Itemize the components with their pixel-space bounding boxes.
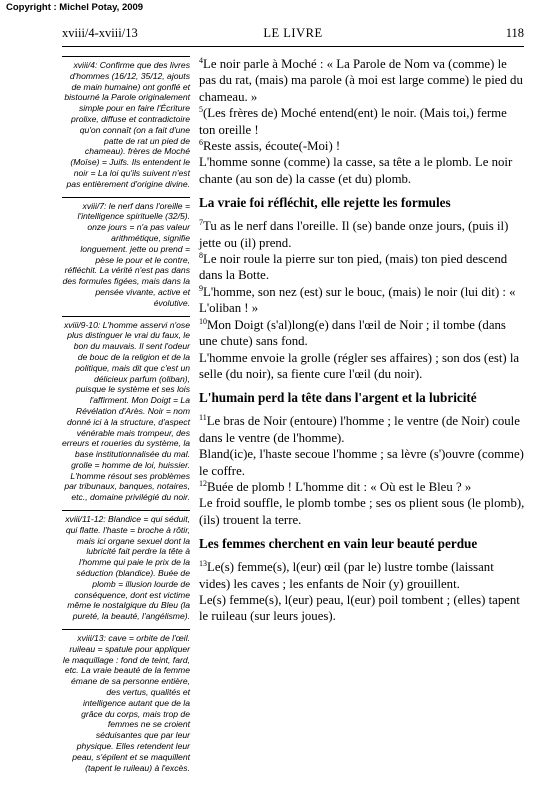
side-note — [62, 197, 190, 309]
verse-text: L'homme sonne (comme) la casse, sa tête a le plomb. Le noir chante (au son de) la casse (et du) plomb. — [199, 155, 513, 186]
verse — [199, 105, 525, 138]
verse-number: 5 — [199, 105, 203, 115]
header-book-title: LE LIVRE — [263, 26, 323, 40]
side-note-text: xviii/11-12: Blandice = qui séduit, qui flatte. l'haste = broche à rôtir, mais ici organe sexuel dont la lubricité fait perdre la tête à l'homme qui paie le prix de la séduction (blandice). Buée de plomb = illusion lourde de conséquence, dont est victime même le nostalgique du Bleu (la pureté, la beauté, l'angélisme). — [65, 514, 190, 622]
verse — [199, 138, 525, 154]
verse — [199, 413, 525, 446]
section-heading: Les femmes cherchent en vain leur beauté perdue — [199, 536, 478, 552]
verse — [199, 350, 525, 383]
side-note-text: xviii/13: cave = orbite de l'œil. ruileau = spatule pour appliquer le maquillage : fond de teint, fard, etc. La vraie beauté de la femme émane de sa personne entière, des vertus, qualités et intelligence autant que de la grâce du corps, mais trop de femmes ne se croient séduisantes que par leur physique. Elles retendent leur peau, s'épilent et se maquillent (tapent le ruileau) à l'excès. — [62, 633, 190, 773]
verse-text: L'homme, son nez (est) sur le bouc, (mais) le noir (lui dit) : « L'oliban ! » — [199, 284, 516, 316]
verse-number: 6 — [199, 138, 203, 148]
verse-text: Le(s) femme(s), l(eur) peau, l(eur) poil tombent ; (elles) tapent le ruileau (sur leurs joues). — [199, 592, 520, 624]
main-text — [199, 56, 525, 625]
section-heading: La vraie foi réfléchit, elle rejette les formules — [199, 195, 451, 211]
verse — [199, 218, 525, 251]
verse-number: 8 — [199, 251, 203, 261]
verse-text: Bland(ic)e, l'haste secoue l'homme ; sa lèvre (s')ouvre (comme) le coffre. — [199, 447, 524, 478]
copyright-notice: Copyright : Michel Potay, 2009 — [6, 2, 144, 13]
verse — [199, 559, 525, 592]
verse — [199, 154, 525, 187]
side-note — [62, 629, 190, 773]
verse — [199, 495, 525, 528]
verse-number: 9 — [199, 283, 203, 293]
verse-text: L'homme envoie la grolle (régler ses affaires) ; son dos (est) la selle (du noir), sa fiente cure l'œil (du noir). — [199, 350, 520, 381]
verse-text: Tu as le nerf dans l'oreille. Il (se) bande onze jours, (puis il) jette ou (il) prend. — [199, 219, 509, 250]
verse-text: Buée de plomb ! L'homme dit : « Où est le Bleu ? » — [207, 479, 472, 494]
verse-number: 12 — [199, 478, 207, 488]
verse-text: Reste assis, écoute(-Moi) ! — [203, 139, 341, 154]
verse — [199, 446, 525, 479]
header-verse-range: xviii/4-xviii/13 — [62, 26, 138, 40]
side-note-text: xviii/9-10: L'homme asservi n'ose plus distinguer le vrai du faux, le bon du mauvais. Il sent l'odeur de bouc de la religion et de la politique, mais dit que c'est un délicieux parfum (oliban), puisque le système et ses lois l'affirment. Mon Doigt = La Révélation d'Arès. Noir = nom donné ici à la structure, d'aspect vénérable mais trompeur, des erreurs et roueries du système, la base institutionnalisée du mal. grolle = homme de loi, huissier. L'homme résout ses problèmes par tribunaux, banques, notaires, etc., domaine privilégié du noir. — [62, 319, 191, 503]
verse-number: 10 — [199, 316, 207, 326]
side-notes — [62, 56, 190, 780]
verse — [199, 317, 525, 350]
verse-number: 13 — [199, 559, 207, 569]
section-heading: L'humain perd la tête dans l'argent et la lubricité — [199, 390, 477, 406]
side-note — [62, 316, 190, 504]
verse-number: 7 — [199, 218, 203, 228]
verse-text: Le noir parle à Moché : « La Parole de Nom va (comme) le pas du rat, (mais) ma parole (à moi est large comme) le pied du chameau. » — [199, 57, 523, 104]
verse-number: 11 — [199, 413, 207, 423]
side-note — [62, 56, 190, 190]
side-note-text: xviii/4: Confirme que des livres d'hommes (16/12, 35/12, ajouts de main humaine) ont gonflé et bistourné la Parole originalement simple pour en faire l'Écriture prolixe, diffuse et contradictoire qu'on connaît (on a fait d'une patte de rat un pied de chameau). frères de Moché (Moïse) = Juifs. Ils entendent le noir = La loi qu'ils suivent n'est pas entièrement d'origine divine. — [64, 60, 190, 189]
verse — [199, 284, 525, 317]
verse — [199, 251, 525, 284]
side-note-text: xviii/7: le nerf dans l'oreille = l'intelligence spirituelle (32/5). onze jours = n'a pas valeur arithmétique, signifie longuement. jette ou prend = pèse le pour et le contre, réfléchit. La vérité n'est pas dans des formules figées, mais dans la pensée vivante, active et évolutive. — [62, 200, 190, 308]
verse-text: Le(s) femme(s), l(eur) œil (par le) lustre tombe (laissant vides) les caves ; les enfants de Noir (y) grouillent. — [199, 560, 494, 591]
verse-text: Le bras de Noir (entoure) l'homme ; le ventre (de Noir) coule dans le ventre (de l'homme). — [199, 414, 520, 445]
verse — [199, 56, 525, 105]
header-rule — [62, 46, 524, 47]
side-note — [62, 510, 190, 622]
running-header — [62, 26, 524, 42]
verse-text: Le froid souffle, le plomb tombe ; ses os plient sous (le plomb), (ils) trouent la terre. — [199, 496, 525, 527]
verse-number: 4 — [199, 56, 203, 65]
verse-text: Le noir roule la pierre sur ton pied, (mais) ton pied descend dans la Botte. — [199, 252, 508, 283]
verse-text: (Les frères de) Moché entend(ent) le noir. (Mais toi,) ferme ton oreille ! — [199, 106, 507, 137]
verse — [199, 479, 525, 495]
verse-text: Mon Doigt (s'al)long(e) dans l'œil de Noir ; il tombe (dans une chute) sans fond. — [199, 317, 506, 349]
page-number: 118 — [505, 26, 524, 40]
verse — [199, 592, 525, 625]
